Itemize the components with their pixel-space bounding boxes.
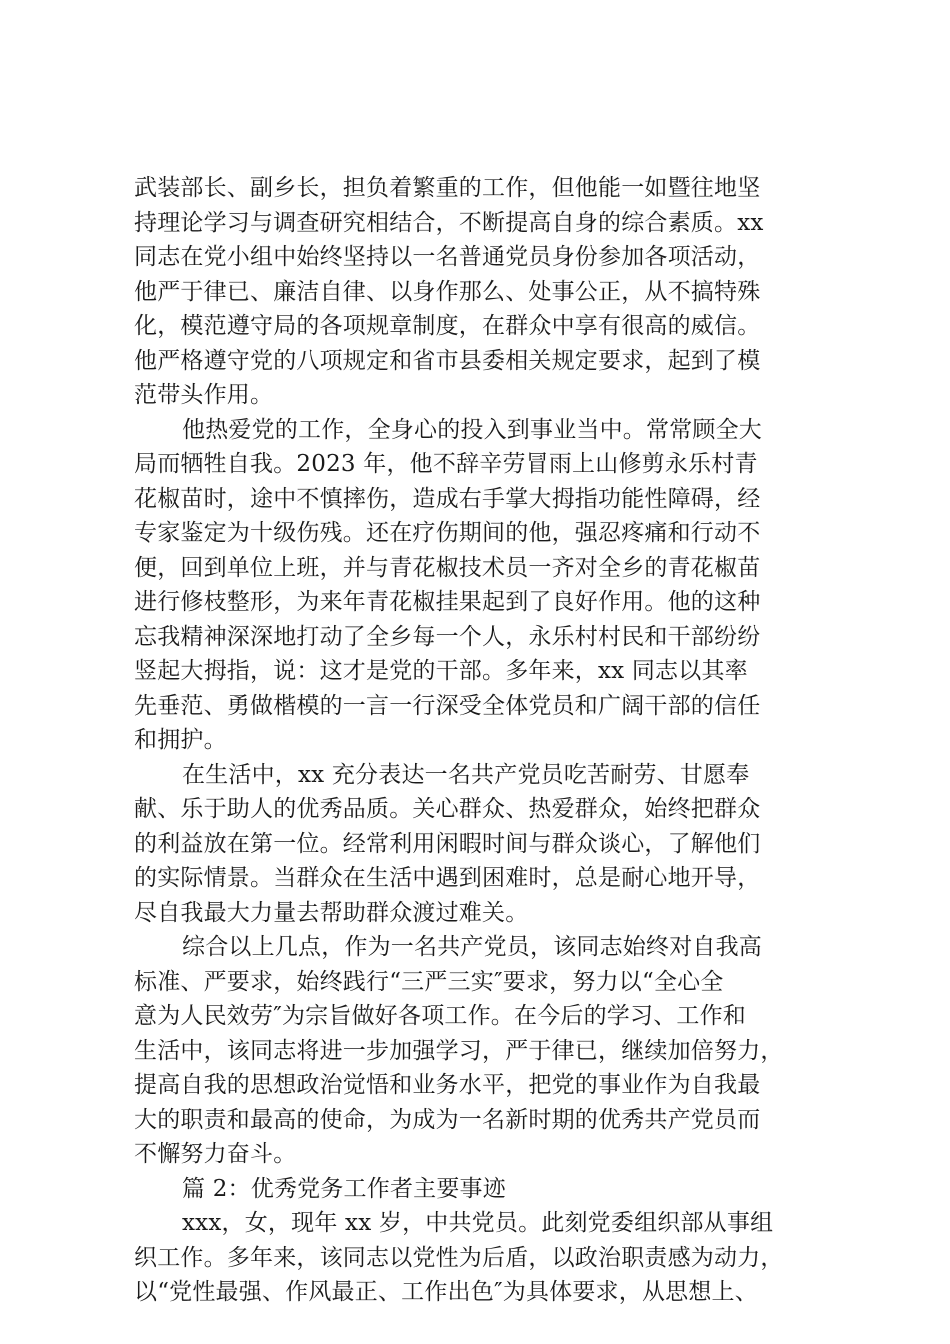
text-line: 以“党性最强、作风最正、工作出色″为具体要求，从思想上、	[134, 1279, 758, 1305]
text-line: 织工作。多年来，该同志以党性为后盾，以政治职责感为动力，	[134, 1244, 784, 1271]
text-line: 化，模范遵守局的各项规章制度，在群众中享有很高的威信。	[134, 313, 761, 339]
text-line: 先垂范、勇做楷模的一言一行深受全体党员和广阔干部的信任	[134, 692, 761, 719]
text-line: 竖起大拇指，说：这才是党的干部。多年来，xx 同志以其率	[134, 658, 748, 684]
text-line: 综合以上几点，作为一名共产党员，该同志始终对自我高	[182, 934, 762, 960]
text-line: 花椒苗时，途中不慎摔伤，造成右手掌大拇指功能性障碍，经	[134, 485, 761, 512]
document-body	[134, 171, 824, 1310]
text-line: 献、乐于助人的优秀品质。关心群众、热爱群众，始终把群众	[134, 796, 761, 822]
text-line: 生活中，该同志将进一步加强学习，严于律已，继续加倍努力，	[134, 1037, 784, 1064]
text-line: 他热爱党的工作，全身心的投入到事业当中。常常顾全大	[182, 416, 762, 443]
text-line: 他严格遵守党的八项规定和省市县委相关规定要求，起到了模	[134, 347, 761, 374]
text-line: 提高自我的思想政治觉悟和业务水平，把党的事业作为自我最	[134, 1072, 761, 1098]
text-line: 他严于律已、廉洁自律、以身作那么、处事公正，从不搞特殊	[134, 278, 761, 305]
text-line: 篇 2：优秀党务工作者主要事迹	[182, 1175, 506, 1202]
text-line: 局而牺牲自我。2023 年，他不辞辛劳冒雨上山修剪永乐村青	[134, 451, 758, 477]
text-line: 武装部长、副乡长，担负着繁重的工作，但他能一如暨往地坚	[134, 175, 761, 201]
text-line: 在生活中，xx 充分表达一名共产党员吃苦耐劳、甘愿奉	[182, 761, 750, 788]
text-line: 标准、严要求，始终践行“三严三实″要求，努力以“全心全	[134, 968, 724, 995]
text-line: 意为人民效劳″为宗旨做好各项工作。在今后的学习、工作和	[134, 1003, 746, 1029]
text-line: 便，回到单位上班，并与青花椒技术员一齐对全乡的青花椒苗	[134, 554, 761, 581]
text-line: 尽自我最大力量去帮助群众渡过难关。	[134, 899, 529, 926]
text-line: xxx，女，现年 xx 岁，中共党员。此刻党委组织部从事组	[182, 1210, 774, 1236]
text-line: 大的职责和最高的使命，为成为一名新时期的优秀共产党员而	[134, 1106, 761, 1133]
text-line: 和拥护。	[134, 727, 227, 753]
text-line: 进行修枝整形，为来年青花椒挂果起到了良好作用。他的这种	[134, 589, 761, 615]
text-line: 范带头作用。	[134, 382, 274, 408]
text-line: 持理论学习与调查研究相结合，不断提高自身的综合素质。xx	[134, 209, 764, 236]
text-line: 同志在党小组中始终坚持以一名普通党员身份参加各项活动，	[134, 244, 761, 270]
text-line: 的实际情景。当群众在生活中遇到困难时，总是耐心地开导，	[134, 865, 761, 891]
text-line: 不懈努力奋斗。	[134, 1141, 297, 1167]
text-line: 忘我精神深深地打动了全乡每一个人，永乐村村民和干部纷纷	[134, 623, 761, 650]
text-line: 的利益放在第一位。经常利用闲暇时间与群众谈心，了解他们	[134, 830, 761, 857]
text-line: 专家鉴定为十级伤残。还在疗伤期间的他，强忍疼痛和行动不	[134, 520, 761, 546]
